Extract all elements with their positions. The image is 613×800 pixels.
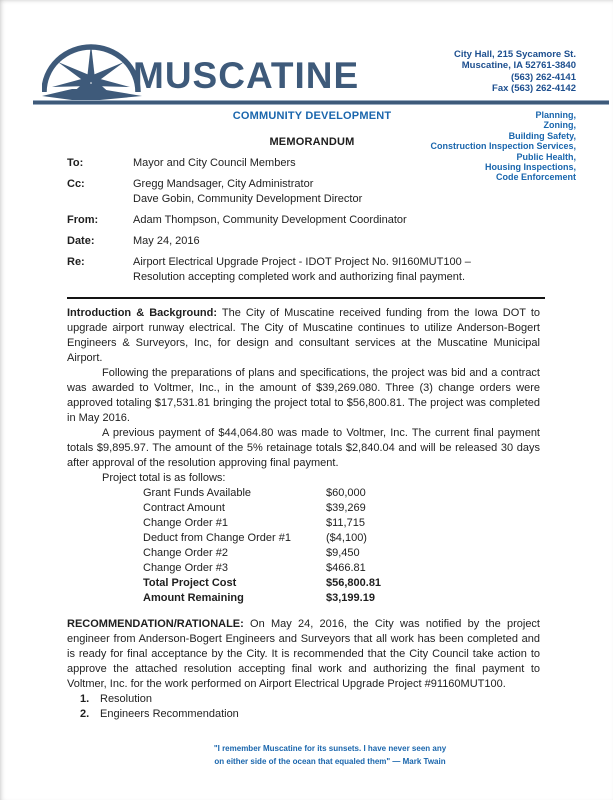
muscatine-sunrise-logo-icon bbox=[42, 44, 142, 107]
recommendation-text: On May 24, 2016, the City was notified by the project engineer from Anderson-Bogert Engineers and Surveyors that all work has been completed and is ready for final acceptance by the City. It is recommended that the City Council take action to approve the attached resolution accepting final work and authorizing the final payment to Voltmer, Inc. for the work performed on Airport Electrical Upgrade Project #91160MUT100. bbox=[67, 618, 540, 690]
table-row-label: Total Project Cost bbox=[143, 577, 237, 589]
table-row bbox=[143, 516, 540, 531]
header-rule bbox=[33, 100, 609, 105]
table-row-label: Change Order #2 bbox=[143, 547, 228, 559]
table-row-label: Amount Remaining bbox=[143, 592, 244, 604]
table-row bbox=[143, 501, 540, 516]
table-row-label: Grant Funds Available bbox=[143, 487, 252, 499]
service-item: Code Enforcement bbox=[495, 172, 576, 183]
table-row bbox=[143, 561, 540, 576]
contact-city-line: Muscatine, IA 52761-3840 bbox=[461, 60, 576, 72]
recommendation-paragraph bbox=[67, 617, 540, 692]
payment-paragraph: A previous payment of $44,064.80 was made to Voltmer, Inc. The current final payment totals $9,895.97. The amount of the 5% retainage totals $2,840.04 and will be released 30 days after approval of the resolution approving final payment. bbox=[67, 427, 540, 469]
table-row bbox=[143, 546, 540, 561]
service-item: Public Health, bbox=[516, 151, 576, 162]
contact-address-line: City Hall, 215 Sycamore St. bbox=[454, 49, 576, 60]
intro-paragraph bbox=[67, 306, 540, 366]
quote-line: on either side of the ocean that equaled them" — Mark Twain bbox=[214, 757, 446, 766]
memo-value-line: Gregg Mandsager, City Administrator bbox=[133, 178, 314, 190]
separator-rule bbox=[67, 297, 545, 299]
service-item: Housing Inspections, bbox=[484, 162, 576, 173]
memo-field-cc bbox=[67, 177, 545, 207]
table-row-remaining bbox=[143, 591, 540, 606]
memo-field-to bbox=[67, 156, 545, 171]
list-item bbox=[80, 707, 540, 722]
table-row-total bbox=[143, 576, 540, 591]
memo-value-line: Dave Gobin, Community Development Director bbox=[133, 193, 363, 205]
document-title: MEMORANDUM bbox=[269, 136, 355, 148]
table-row-amount: $56,800.81 bbox=[326, 577, 382, 589]
attachments-list bbox=[80, 692, 540, 722]
memo-value-line: Airport Electrical Upgrade Project - IDOT Project No. 9I160MUT100 – bbox=[133, 256, 471, 268]
quote-line: "I remember Muscatine for its sunsets. I have never seen any bbox=[213, 744, 447, 753]
table-row bbox=[143, 486, 540, 501]
table-row-amount: $9,450 bbox=[326, 547, 360, 559]
memo-value-line: Adam Thompson, Community Development Coordinator bbox=[133, 214, 407, 226]
table-row-amount: $39,269 bbox=[326, 502, 366, 514]
table-row-amount: $11,715 bbox=[326, 517, 365, 529]
memo-field-from bbox=[67, 213, 545, 228]
table-row-label: Change Order #1 bbox=[143, 517, 228, 529]
memo-label: Date: bbox=[67, 235, 95, 247]
memo-label: From: bbox=[67, 214, 99, 226]
table-row-label: Deduct from Change Order #1 bbox=[143, 532, 291, 544]
table-row-label: Contract Amount bbox=[143, 502, 225, 514]
memo-body bbox=[67, 306, 540, 722]
memo-label: Cc: bbox=[67, 178, 85, 190]
footer-quote bbox=[50, 742, 610, 768]
department-title: COMMUNITY DEVELOPMENT bbox=[232, 110, 392, 122]
org-wordmark: MUSCATINE bbox=[133, 55, 360, 96]
contact-phone: (563) 262-4141 bbox=[511, 71, 576, 83]
memo-field-re bbox=[67, 255, 545, 285]
contact-fax: Fax (563) 262-4142 bbox=[492, 82, 576, 94]
memo-fields bbox=[67, 156, 545, 291]
service-item: Planning, bbox=[535, 110, 576, 120]
list-item bbox=[80, 692, 540, 707]
memo-value-line: Mayor and City Council Members bbox=[133, 157, 296, 169]
table-row bbox=[143, 531, 540, 546]
memo-label: Re: bbox=[67, 256, 85, 268]
list-item-number: 2. bbox=[80, 708, 90, 720]
table-row-amount: ($4,100) bbox=[326, 532, 367, 544]
recommendation-heading: RECOMMENDATION/RATIONALE: bbox=[67, 618, 244, 630]
list-item-number: 1. bbox=[80, 693, 90, 705]
memo-field-date bbox=[67, 234, 545, 249]
table-row-amount: $60,000 bbox=[326, 487, 366, 499]
memo-label: To: bbox=[67, 157, 84, 169]
contact-block bbox=[454, 49, 576, 94]
list-item-text: Resolution bbox=[100, 693, 152, 705]
intro-heading: Introduction & Background: bbox=[67, 307, 218, 319]
table-row-label: Change Order #3 bbox=[143, 562, 228, 574]
table-row-amount: $466.81 bbox=[326, 562, 366, 574]
service-item: Building Safety, bbox=[508, 130, 576, 141]
memo-value-line: May 24, 2016 bbox=[133, 235, 200, 247]
service-item: Zoning, bbox=[543, 120, 576, 131]
contract-paragraph: Following the preparations of plans and specifications, the project was bid and a contract was awarded to Voltmer, Inc., in the amount of $39,269.080. Three (3) change orders were approved totaling $17,531.81 bringing the project total to $56,800.81. The project was completed in May 2016. bbox=[67, 367, 540, 424]
project-total-intro: Project total is as follows: bbox=[102, 472, 226, 484]
project-total-table bbox=[143, 486, 540, 606]
intro-text: The City of Muscatine received funding from the Iowa DOT to upgrade airport runway electrical. The City of Muscatine continues to utilize Anderson-Bogert Engineers & Surveyors, Inc, for design and consultant services at the Muscatine Municipal Airport. bbox=[67, 307, 541, 364]
service-item: Construction Inspection Services, bbox=[430, 141, 576, 152]
list-item-text: Engineers Recommendation bbox=[100, 708, 239, 720]
memo-value-line: Resolution accepting completed work and authorizing final payment. bbox=[133, 271, 466, 283]
table-row-amount: $3,199.19 bbox=[326, 592, 375, 604]
